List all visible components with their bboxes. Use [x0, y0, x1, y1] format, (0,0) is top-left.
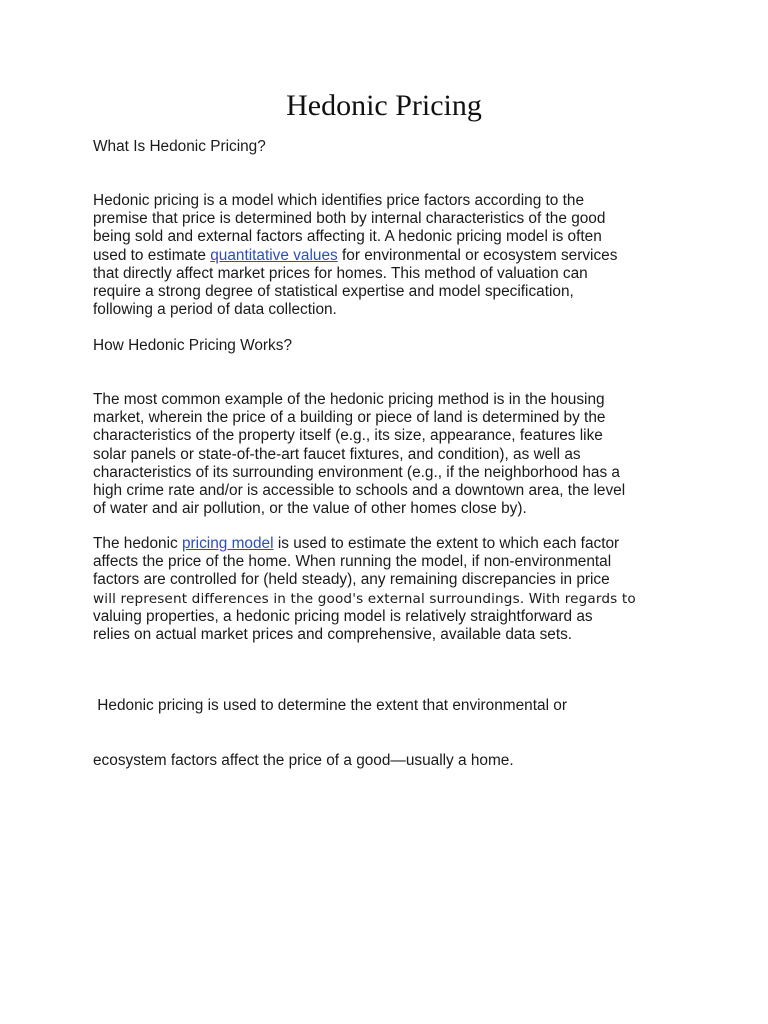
paragraph-definition	[93, 192, 683, 319]
text-line: relies on actual market prices and comprehensive, available data sets.	[93, 626, 573, 644]
text-line: market, wherein the price of a building or piece of land is determined by the	[93, 409, 606, 427]
text-line: premise that price is determined both by internal characteristics of the good	[93, 210, 606, 228]
text-line: characteristics of its surrounding environment (e.g., if the neighborhood has a	[93, 463, 620, 481]
section-heading-what-is: What Is Hedonic Pricing?	[93, 138, 266, 155]
text-line: following a period of data collection.	[93, 301, 337, 319]
text-line	[93, 247, 683, 265]
text-span: for environmental or ecosystem services	[337, 246, 618, 264]
text-line: will represent differences in the good's external surroundings. With regards to	[93, 590, 636, 607]
section-heading-how-it-works: How Hedonic Pricing Works?	[93, 337, 293, 354]
pricing-model-link[interactable]: pricing model	[182, 535, 274, 552]
text-line: affects the price of the home. When running the model, if non-environmental	[93, 553, 612, 571]
page-title: Hedonic Pricing	[286, 89, 482, 122]
text-line	[93, 535, 683, 553]
text-line: Hedonic pricing is used to determine the extent that environmental or	[93, 697, 567, 715]
paragraph-housing-example	[93, 391, 683, 518]
text-line: valuing properties, a hedonic pricing model is relatively straightforward as	[93, 607, 593, 625]
paragraph-model-usage	[93, 535, 683, 644]
text-span: used to estimate	[93, 246, 211, 264]
quantitative-values-link[interactable]: quantitative values	[210, 246, 338, 264]
text-line: solar panels or state-of-the-art faucet fixtures, and condition), as well as	[93, 445, 581, 463]
text-span: is used to estimate the extent to which each factor	[273, 535, 620, 552]
text-line: high crime rate and/or is accessible to schools and a downtown area, the level	[93, 482, 626, 500]
text-line: being sold and external factors affecting it. A hedonic pricing model is often	[93, 228, 602, 246]
text-line: that directly affect market prices for homes. This method of valuation can	[93, 264, 588, 282]
text-line: ecosystem factors affect the price of a good—usually a home.	[93, 752, 514, 770]
text-line: The most common example of the hedonic pricing method is in the housing	[93, 391, 605, 408]
text-line: require a strong degree of statistical expertise and model specification,	[93, 283, 574, 301]
text-line: Hedonic pricing is a model which identifies price factors according to the	[93, 192, 585, 209]
paragraph-summary	[93, 661, 683, 807]
text-line: of water and air pollution, or the value of other homes close by).	[93, 500, 527, 518]
text-line: characteristics of the property itself (e.g., its size, appearance, features like	[93, 427, 603, 445]
text-line: factors are controlled for (held steady), any remaining discrepancies in price	[93, 571, 610, 589]
text-span: The hedonic	[93, 535, 182, 552]
